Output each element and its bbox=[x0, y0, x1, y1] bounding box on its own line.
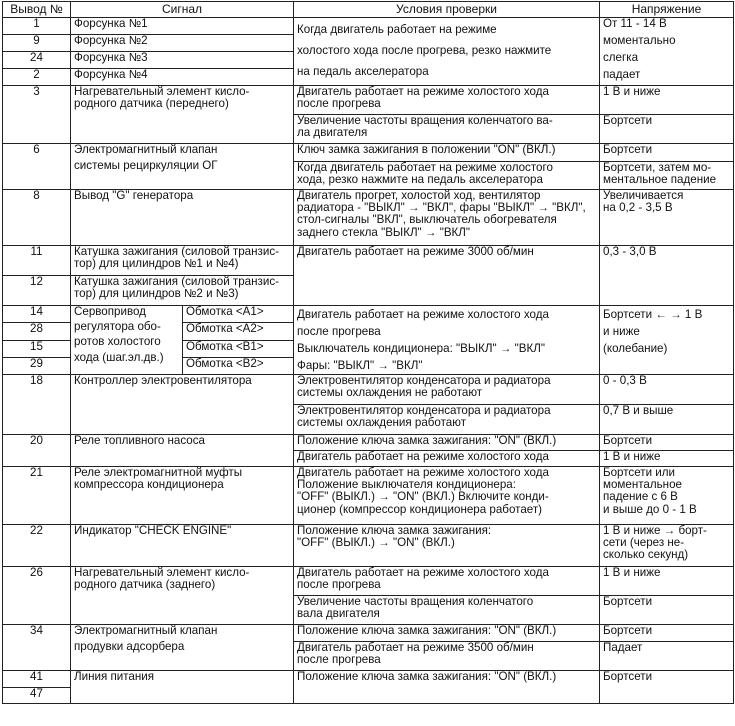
signal-line: родного датчика (заднего) bbox=[74, 578, 216, 592]
condition-cell: Положение ключа замка зажигания: "ON" (ВКЛ.) bbox=[294, 435, 600, 451]
signal-line: Электромагнитный клапан bbox=[74, 624, 218, 637]
signal-line: продувки адсорбера bbox=[74, 640, 185, 654]
condition-line: Двигатель работает на режиме 3500 об/мин bbox=[297, 641, 534, 654]
condition-cell bbox=[294, 405, 600, 435]
header-signal: Сигнал bbox=[71, 2, 294, 18]
condition-line: Когда двигатель работает на режиме bbox=[297, 23, 497, 36]
pin-cell: 28 bbox=[3, 323, 71, 340]
voltage-cell: 0 - 0,3 В bbox=[600, 375, 734, 405]
signal-line: Нагревательный элемент кисло- bbox=[74, 566, 250, 579]
signal-cell: Контроллер электровентилятора bbox=[71, 375, 294, 435]
table-row bbox=[3, 435, 734, 451]
header-row bbox=[3, 2, 734, 18]
table-row bbox=[3, 144, 734, 162]
voltage-cell bbox=[600, 162, 734, 190]
condition-line: Двигатель работает на режиме холостого хода bbox=[297, 566, 549, 579]
condition-line: после прогрева bbox=[297, 653, 381, 667]
pin-cell: 12 bbox=[3, 276, 71, 306]
condition-line: "OFF" (ВЫКЛ.) → "ON" (ВКЛ.) bbox=[297, 536, 455, 550]
signal-cell bbox=[71, 306, 183, 375]
condition-cell bbox=[294, 306, 600, 375]
condition-line: Фары: "ВЫКЛ" → "ВКЛ" bbox=[297, 359, 423, 372]
table-row bbox=[3, 525, 734, 567]
voltage-cell bbox=[600, 306, 734, 375]
signal-cell: Форсунка №3 bbox=[71, 52, 294, 69]
signal-line: системы рециркуляции ОГ bbox=[74, 159, 218, 173]
winding-cell: Обмотка <A2> bbox=[183, 323, 294, 340]
condition-cell bbox=[294, 567, 600, 596]
condition-cell bbox=[294, 115, 600, 144]
pin-cell: 6 bbox=[3, 144, 71, 190]
pin-cell: 2 bbox=[3, 69, 71, 86]
pin-cell: 26 bbox=[3, 567, 71, 625]
condition-line: Электровентилятор конденсатора и радиатора bbox=[297, 374, 551, 387]
signal-line: Нагревательный элемент кисло- bbox=[74, 85, 250, 98]
voltage-cell: 0,7 В и выше bbox=[600, 405, 734, 435]
pin-cell: 34 bbox=[3, 625, 71, 671]
signal-cell bbox=[71, 276, 294, 306]
table-row bbox=[3, 375, 734, 405]
signal-line: хода (шаг.эл.дв.) bbox=[74, 350, 164, 364]
header-voltage: Напряжение bbox=[600, 2, 734, 18]
voltage-cell: Бортсети bbox=[600, 596, 734, 625]
condition-line: после прогрева bbox=[297, 578, 381, 592]
voltage-cell: 1 В и ниже bbox=[600, 567, 734, 596]
voltage-cell: Бортсети bbox=[600, 144, 734, 162]
signal-cell bbox=[71, 86, 294, 144]
pin-cell: 29 bbox=[3, 357, 71, 374]
condition-line: Электровентилятор конденсатора и радиатора bbox=[297, 404, 551, 417]
voltage-cell bbox=[600, 525, 734, 567]
table-row bbox=[3, 467, 734, 525]
signal-cell: Вывод "G" генератора bbox=[71, 190, 294, 246]
winding-cell: Обмотка <B1> bbox=[183, 340, 294, 357]
condition-cell bbox=[294, 162, 600, 190]
winding-cell: Обмотка <A1> bbox=[183, 306, 294, 323]
signal-line: Реле электромагнитной муфты bbox=[74, 466, 243, 479]
voltage-line: на 0,2 - 3,5 В bbox=[603, 201, 673, 215]
signal-line: родного датчика (переднего) bbox=[74, 97, 229, 111]
condition-cell bbox=[294, 86, 600, 115]
condition-line: Выключатель кондиционера: "ВЫКЛ" → "ВКЛ" bbox=[297, 342, 545, 355]
voltage-line: Бортсети ← → 1 В bbox=[603, 308, 703, 321]
signal-cell bbox=[71, 625, 294, 671]
signal-cell bbox=[71, 467, 294, 525]
signal-line: Катушка зажигания (силовой транзис- bbox=[74, 245, 279, 258]
header-conditions: Условия проверки bbox=[294, 2, 600, 18]
condition-line: системы охлаждения не работают bbox=[297, 386, 483, 400]
condition-line: Двигатель работает на режиме холостого хода bbox=[297, 466, 549, 479]
voltage-line: моментальное bbox=[603, 478, 682, 492]
signal-cell bbox=[71, 144, 294, 190]
condition-line: хода, резко нажмите на педаль акселератора bbox=[297, 173, 543, 187]
signal-cell: Линия питания bbox=[71, 671, 294, 704]
condition-line: ционер (компрессор кондиционера работает) bbox=[297, 502, 542, 516]
condition-cell: Положение ключа замка зажигания: "ON" (ВКЛ.) bbox=[294, 625, 600, 642]
pin-cell: 18 bbox=[3, 375, 71, 435]
signal-line: Электромагнитный клапан bbox=[74, 143, 218, 156]
voltage-cell: падает bbox=[600, 69, 734, 86]
pin-cell: 41 bbox=[3, 671, 71, 688]
voltage-line: Бортсети или bbox=[603, 466, 676, 479]
condition-cell: Двигатель работает на режиме холостого хода bbox=[294, 451, 600, 467]
condition-line: Положение выключателя кондиционера: bbox=[297, 478, 516, 492]
condition-cell bbox=[294, 190, 600, 246]
voltage-cell: Падает bbox=[600, 642, 734, 671]
pin-cell: 21 bbox=[3, 467, 71, 525]
pin-cell: 1 bbox=[3, 18, 71, 35]
voltage-cell bbox=[600, 190, 734, 246]
condition-line: Положение ключа замка зажигания: bbox=[297, 524, 492, 537]
voltage-line: и ниже bbox=[603, 325, 640, 338]
voltage-line: сети (через не- bbox=[603, 536, 685, 550]
pin-cell: 3 bbox=[3, 86, 71, 144]
voltage-cell: Бортсети bbox=[600, 115, 734, 144]
voltage-cell: Бортсети bbox=[600, 625, 734, 642]
signal-cell bbox=[71, 567, 294, 625]
signal-cell: Форсунка №1 bbox=[71, 18, 294, 35]
voltage-cell: Бортсети bbox=[600, 435, 734, 451]
signal-cell: Индикатор "CHECK ENGINE" bbox=[71, 525, 294, 567]
condition-line: холостого хода после прогрева, резко нажмите bbox=[297, 44, 552, 57]
voltage-line: Бортсети, затем мо- bbox=[603, 161, 712, 174]
voltage-line: Увеличивается bbox=[603, 189, 684, 202]
signal-cell bbox=[71, 246, 294, 276]
table-row bbox=[3, 625, 734, 642]
condition-line: системы охлаждения работают bbox=[297, 416, 467, 430]
signal-line: Сервопривод bbox=[74, 305, 146, 318]
pin-cell: 47 bbox=[3, 688, 71, 704]
connector-pinout-table bbox=[2, 1, 734, 704]
voltage-line: (колебание) bbox=[603, 342, 668, 355]
condition-line: "OFF" (ВЫКЛ.) → "ON" (ВКЛ.) Включите конди- bbox=[297, 490, 549, 504]
voltage-cell: 1 В и ниже bbox=[600, 451, 734, 467]
condition-line: заднего стекла "ВЫКЛ" → "ВКЛ" bbox=[297, 225, 471, 239]
voltage-cell bbox=[600, 467, 734, 525]
pin-cell: 8 bbox=[3, 190, 71, 246]
table-row bbox=[3, 190, 734, 246]
voltage-cell: слегка bbox=[600, 52, 734, 69]
condition-cell bbox=[294, 642, 600, 671]
condition-cell bbox=[294, 375, 600, 405]
winding-cell: Обмотка <B2> bbox=[183, 357, 294, 374]
condition-line: радиатора - "ВЫКЛ" → "ВКЛ", фары "ВЫКЛ" → "ВКЛ", bbox=[297, 201, 586, 215]
condition-line: Двигатель прогрет, холостой ход, вентилятор bbox=[297, 189, 541, 202]
condition-line: Увеличение частоты вращения коленчатого ва- bbox=[297, 114, 553, 127]
condition-line: на педаль акселератора bbox=[297, 65, 429, 78]
condition-cell: Двигатель работает на режиме 3000 об/мин bbox=[294, 246, 600, 306]
condition-line: после прогрева bbox=[297, 325, 381, 338]
pin-cell: 15 bbox=[3, 340, 71, 357]
table-row bbox=[3, 86, 734, 115]
pin-cell: 20 bbox=[3, 435, 71, 467]
condition-line: Увеличение частоты вращения коленчатого bbox=[297, 595, 534, 608]
condition-cell bbox=[294, 467, 600, 525]
voltage-line: ментальное падение bbox=[603, 173, 717, 187]
condition-line: Двигатель работает на режиме холостого хода bbox=[297, 85, 549, 98]
voltage-cell: Бортсети bbox=[600, 671, 734, 704]
table-row bbox=[3, 246, 734, 276]
voltage-cell: 1 В и ниже bbox=[600, 86, 734, 115]
condition-line: ла двигателя bbox=[297, 126, 368, 140]
table-row bbox=[3, 671, 734, 688]
condition-cell bbox=[294, 525, 600, 567]
condition-line: Когда двигатель работает на режиме холостого bbox=[297, 161, 553, 174]
condition-cell bbox=[294, 596, 600, 625]
pin-cell: 9 bbox=[3, 35, 71, 52]
condition-line: после прогрева bbox=[297, 97, 381, 111]
signal-line: тор) для цилиндров №2 и №3) bbox=[74, 287, 239, 301]
voltage-line: 1 В и ниже → борт- bbox=[603, 524, 707, 537]
table-row bbox=[3, 18, 734, 35]
voltage-line: падение с 6 В bbox=[603, 490, 678, 504]
condition-line: вала двигателя bbox=[297, 607, 380, 621]
condition-cell bbox=[294, 18, 600, 86]
voltage-cell: моментально bbox=[600, 35, 734, 52]
condition-line: стол-сигналы "ВКЛ", выключатель обогревателя bbox=[297, 213, 557, 227]
signal-line: ротов холостого bbox=[74, 335, 161, 349]
condition-cell: Положение ключа замка зажигания: "ON" (ВКЛ.) bbox=[294, 671, 600, 704]
pin-cell: 24 bbox=[3, 52, 71, 69]
signal-line: тор) для цилиндров №1 и №4) bbox=[74, 257, 239, 271]
voltage-line: и выше до 0 - 1 В bbox=[603, 502, 697, 516]
header-pin: Вывод № bbox=[3, 2, 71, 18]
pin-cell: 14 bbox=[3, 306, 71, 323]
table-row bbox=[3, 567, 734, 596]
voltage-cell: От 11 - 14 В bbox=[600, 18, 734, 35]
pin-cell: 11 bbox=[3, 246, 71, 276]
table-row bbox=[3, 306, 734, 323]
signal-line: регулятора обо- bbox=[74, 320, 161, 334]
signal-cell: Форсунка №4 bbox=[71, 69, 294, 86]
signal-line: компрессора кондиционера bbox=[74, 478, 224, 492]
signal-line: Катушка зажигания (силовой транзис- bbox=[74, 275, 279, 288]
signal-cell: Реле топливного насоса bbox=[71, 435, 294, 467]
condition-line: Двигатель работает на режиме холостого хода bbox=[297, 308, 549, 321]
pin-cell: 22 bbox=[3, 525, 71, 567]
condition-cell: Ключ замка зажигания в положении "ON" (ВКЛ.) bbox=[294, 144, 600, 162]
signal-cell: Форсунка №2 bbox=[71, 35, 294, 52]
voltage-line: сколько секунд) bbox=[603, 548, 689, 562]
voltage-cell: 0,3 - 3,0 В bbox=[600, 246, 734, 306]
